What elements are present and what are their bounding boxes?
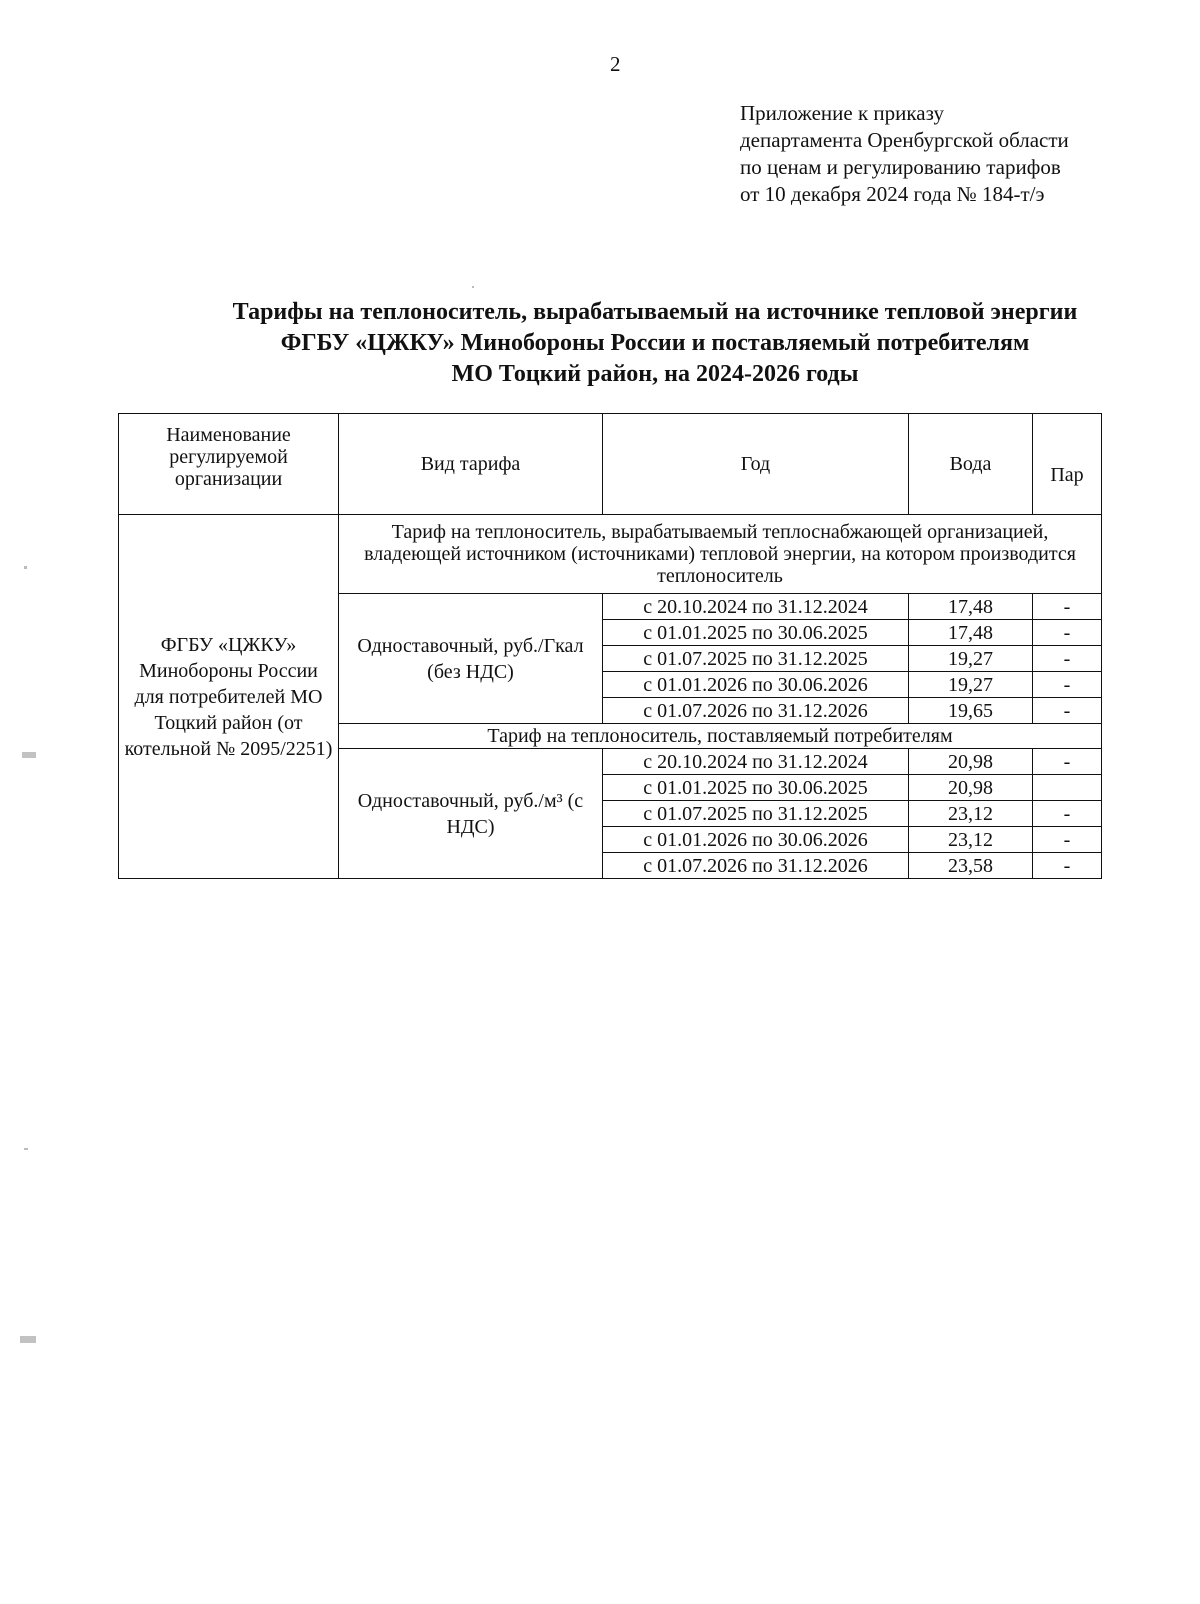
scan-artifact <box>472 286 474 288</box>
steam-cell: - <box>1033 801 1102 827</box>
steam-cell <box>1033 775 1102 801</box>
period-cell: с 01.01.2025 по 30.06.2025 <box>603 775 909 801</box>
period-cell: с 20.10.2024 по 31.12.2024 <box>603 749 909 775</box>
appendix-note <box>740 100 1069 208</box>
header-organization: Наименование регулируемой организации <box>119 414 339 515</box>
steam-cell: - <box>1033 698 1102 724</box>
period-cell: с 01.07.2026 по 31.12.2026 <box>603 853 909 879</box>
table-header-row <box>119 414 1102 515</box>
period-cell: с 01.01.2025 по 30.06.2025 <box>603 620 909 646</box>
scan-artifact <box>22 752 36 758</box>
title-line: ФГБУ «ЦЖКУ» Минобороны России и поставляемый потребителям <box>280 330 1030 356</box>
period-cell: с 01.07.2026 по 31.12.2026 <box>603 698 909 724</box>
scan-artifact <box>20 1336 36 1343</box>
water-cell: 19,65 <box>909 698 1033 724</box>
header-tariff-type: Вид тарифа <box>339 414 603 515</box>
period-cell: с 20.10.2024 по 31.12.2024 <box>603 594 909 620</box>
steam-cell: - <box>1033 594 1102 620</box>
scan-artifact <box>24 1148 28 1150</box>
water-cell: 19,27 <box>909 646 1033 672</box>
steam-cell: - <box>1033 749 1102 775</box>
steam-cell: - <box>1033 853 1102 879</box>
period-cell: с 01.07.2025 по 31.12.2025 <box>603 801 909 827</box>
page-number: 2 <box>610 52 621 76</box>
title-line: МО Тоцкий район, на 2024-2026 годы <box>451 361 859 387</box>
appendix-line: по ценам и регулированию тарифов <box>740 155 1061 179</box>
steam-cell: - <box>1033 646 1102 672</box>
water-cell: 23,12 <box>909 801 1033 827</box>
header-steam: Пар <box>1033 414 1102 515</box>
appendix-line: от 10 декабря 2024 года № 184-т/э <box>740 182 1045 206</box>
section-1-title: Тариф на теплоноситель, вырабатываемый теплоснабжающей организацией, владеющей источником (источниками) тепловой энергии, на котором производится теплоноситель <box>339 515 1102 594</box>
tariff-table <box>118 413 1102 879</box>
steam-cell: - <box>1033 620 1102 646</box>
appendix-line: департамента Оренбургской области <box>740 128 1069 152</box>
period-cell: с 01.01.2026 по 30.06.2026 <box>603 672 909 698</box>
section-1-title-row <box>119 515 1102 594</box>
section-2-tariff-kind: Одноставочный, руб./м³ (с НДС) <box>339 749 603 879</box>
appendix-line: Приложение к приказу <box>740 101 944 125</box>
header-water: Вода <box>909 414 1033 515</box>
steam-cell: - <box>1033 672 1102 698</box>
water-cell: 19,27 <box>909 672 1033 698</box>
period-cell: с 01.07.2025 по 31.12.2025 <box>603 646 909 672</box>
water-cell: 20,98 <box>909 775 1033 801</box>
water-cell: 20,98 <box>909 749 1033 775</box>
organization-name: ФГБУ «ЦЖКУ» Минобороны России для потребителей МО Тоцкий район (от котельной № 2095/2251) <box>119 515 339 879</box>
section-1-tariff-kind: Одноставочный, руб./Гкал (без НДС) <box>339 594 603 724</box>
water-cell: 23,12 <box>909 827 1033 853</box>
scan-artifact <box>24 566 27 569</box>
title-line: Тарифы на теплоноситель, вырабатываемый на источнике тепловой энергии <box>232 299 1078 325</box>
steam-cell: - <box>1033 827 1102 853</box>
header-year: Год <box>603 414 909 515</box>
water-cell: 17,48 <box>909 594 1033 620</box>
section-2-title: Тариф на теплоноситель, поставляемый потребителям <box>339 724 1102 749</box>
period-cell: с 01.01.2026 по 30.06.2026 <box>603 827 909 853</box>
water-cell: 23,58 <box>909 853 1033 879</box>
document-title <box>190 297 1120 390</box>
water-cell: 17,48 <box>909 620 1033 646</box>
